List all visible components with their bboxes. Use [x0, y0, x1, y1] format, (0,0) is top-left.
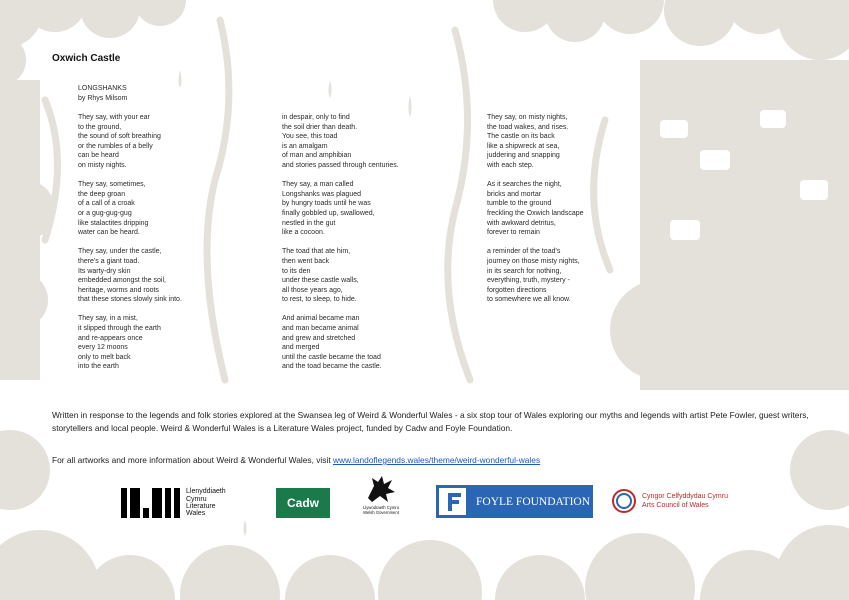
stanza: They say, sometimes, the deep groan of a call of a croak or a gug-gug-gug like stalactites dripping water can be heard. [78, 181, 149, 237]
literature-wales-line: Llenyddiaeth [186, 488, 226, 496]
website-link[interactable]: www.landoflegends.wales/theme/weird-wonderful-wales [332, 455, 541, 465]
page-title: Oxwich Castle [52, 53, 121, 64]
gov-line1: Llywodraeth Cymru [362, 505, 400, 510]
poem-column-2 [282, 113, 482, 382]
poem-byline: by Rhys Milsom [78, 95, 128, 102]
stanza: The toad that ate him, then went back to its den under these castle walls, all those years ago, to rest, to sleep, to hide. [282, 248, 359, 304]
literature-wales-line: Literature [186, 503, 216, 510]
literature-wales-line: Cymru [186, 495, 207, 503]
visit-prefix: For all artworks and more information about Weird & Wonderful Wales, visit [52, 455, 333, 465]
literature-wales-mark-icon [121, 488, 180, 518]
poem-column-3 [487, 113, 687, 314]
literature-wales-line: Wales [186, 510, 206, 518]
stanza: And animal became man and man became animal and grew and stretched and merged until the castle became the toad and the toad became the castle. [282, 315, 382, 371]
welsh-government-logo [356, 472, 406, 522]
arts-council-line2: Arts Council of Wales [642, 502, 709, 509]
literature-wales-logo [121, 487, 241, 519]
arts-council-wales-logo [611, 484, 771, 518]
poem-header [78, 84, 127, 104]
foyle-foundation-logo [436, 485, 593, 518]
cadw-text: Cadw [286, 496, 319, 510]
stanza: They say, under the castle, there's a giant toad. Its warty-dry skin embedded amongst the soil, heritage, worms and roots that these stones slowly sink into. [78, 248, 182, 304]
stanza: They say, in a mist, it slipped through the earth and re-appears once every 12 moons only to melt back into the earth [78, 315, 161, 371]
dragon-icon [364, 472, 398, 504]
arts-council-line1: Cyngor Celfyddydau Cymru [642, 493, 728, 500]
cadw-logo [276, 488, 330, 518]
stanza: They say, with your ear to the ground, the sound of soft breathing or the rumbles of a belly can be heard on misty nights. [78, 114, 161, 169]
footer-description: Written in response to the legends and folk stories explored at the Swansea leg of Weird & Wonderful Wales - a six stop tour of Wales exploring our myths and legends with artist Pete Fowler, guest writers, storytellers and local people. Weird & Wonderful Wales is a Literature Wales project, funded by Cadw and Foyle Foundation. [52, 410, 809, 433]
visit-line [52, 455, 540, 465]
foyle-f-icon [439, 488, 466, 515]
stanza: As it searches the night, bricks and mortar tumble to the ground freckling the Oxwich landscape with awkward detritus, forever to remain [487, 181, 584, 237]
stanza: They say, on misty nights, the toad wakes, and rises. The castle on its back like a shipwreck at sea, juddering and snapping with each step. [487, 114, 569, 169]
foyle-text: FOYLE FOUNDATION [476, 495, 591, 508]
stanza: They say, a man called Longshanks was plagued by hungry toads until he was finally gobbled up, swallowed, nestled in the gut like a cocoon. [282, 181, 375, 237]
stanza: in despair, only to find the soil drier than death. You see, this toad is an amalgam of man and amphibian and stories passed through centuries. [282, 114, 399, 169]
poem-title: LONGSHANKS [78, 85, 127, 92]
poem-column-1 [78, 113, 278, 382]
gov-line2: Welsh Government [363, 510, 399, 515]
arts-council-rings-icon [611, 488, 637, 514]
stanza: a reminder of the toad's journey on those misty nights, in its search for nothing, everything, truth, mystery - forgotten directions to somewhere we all know. [487, 248, 580, 304]
